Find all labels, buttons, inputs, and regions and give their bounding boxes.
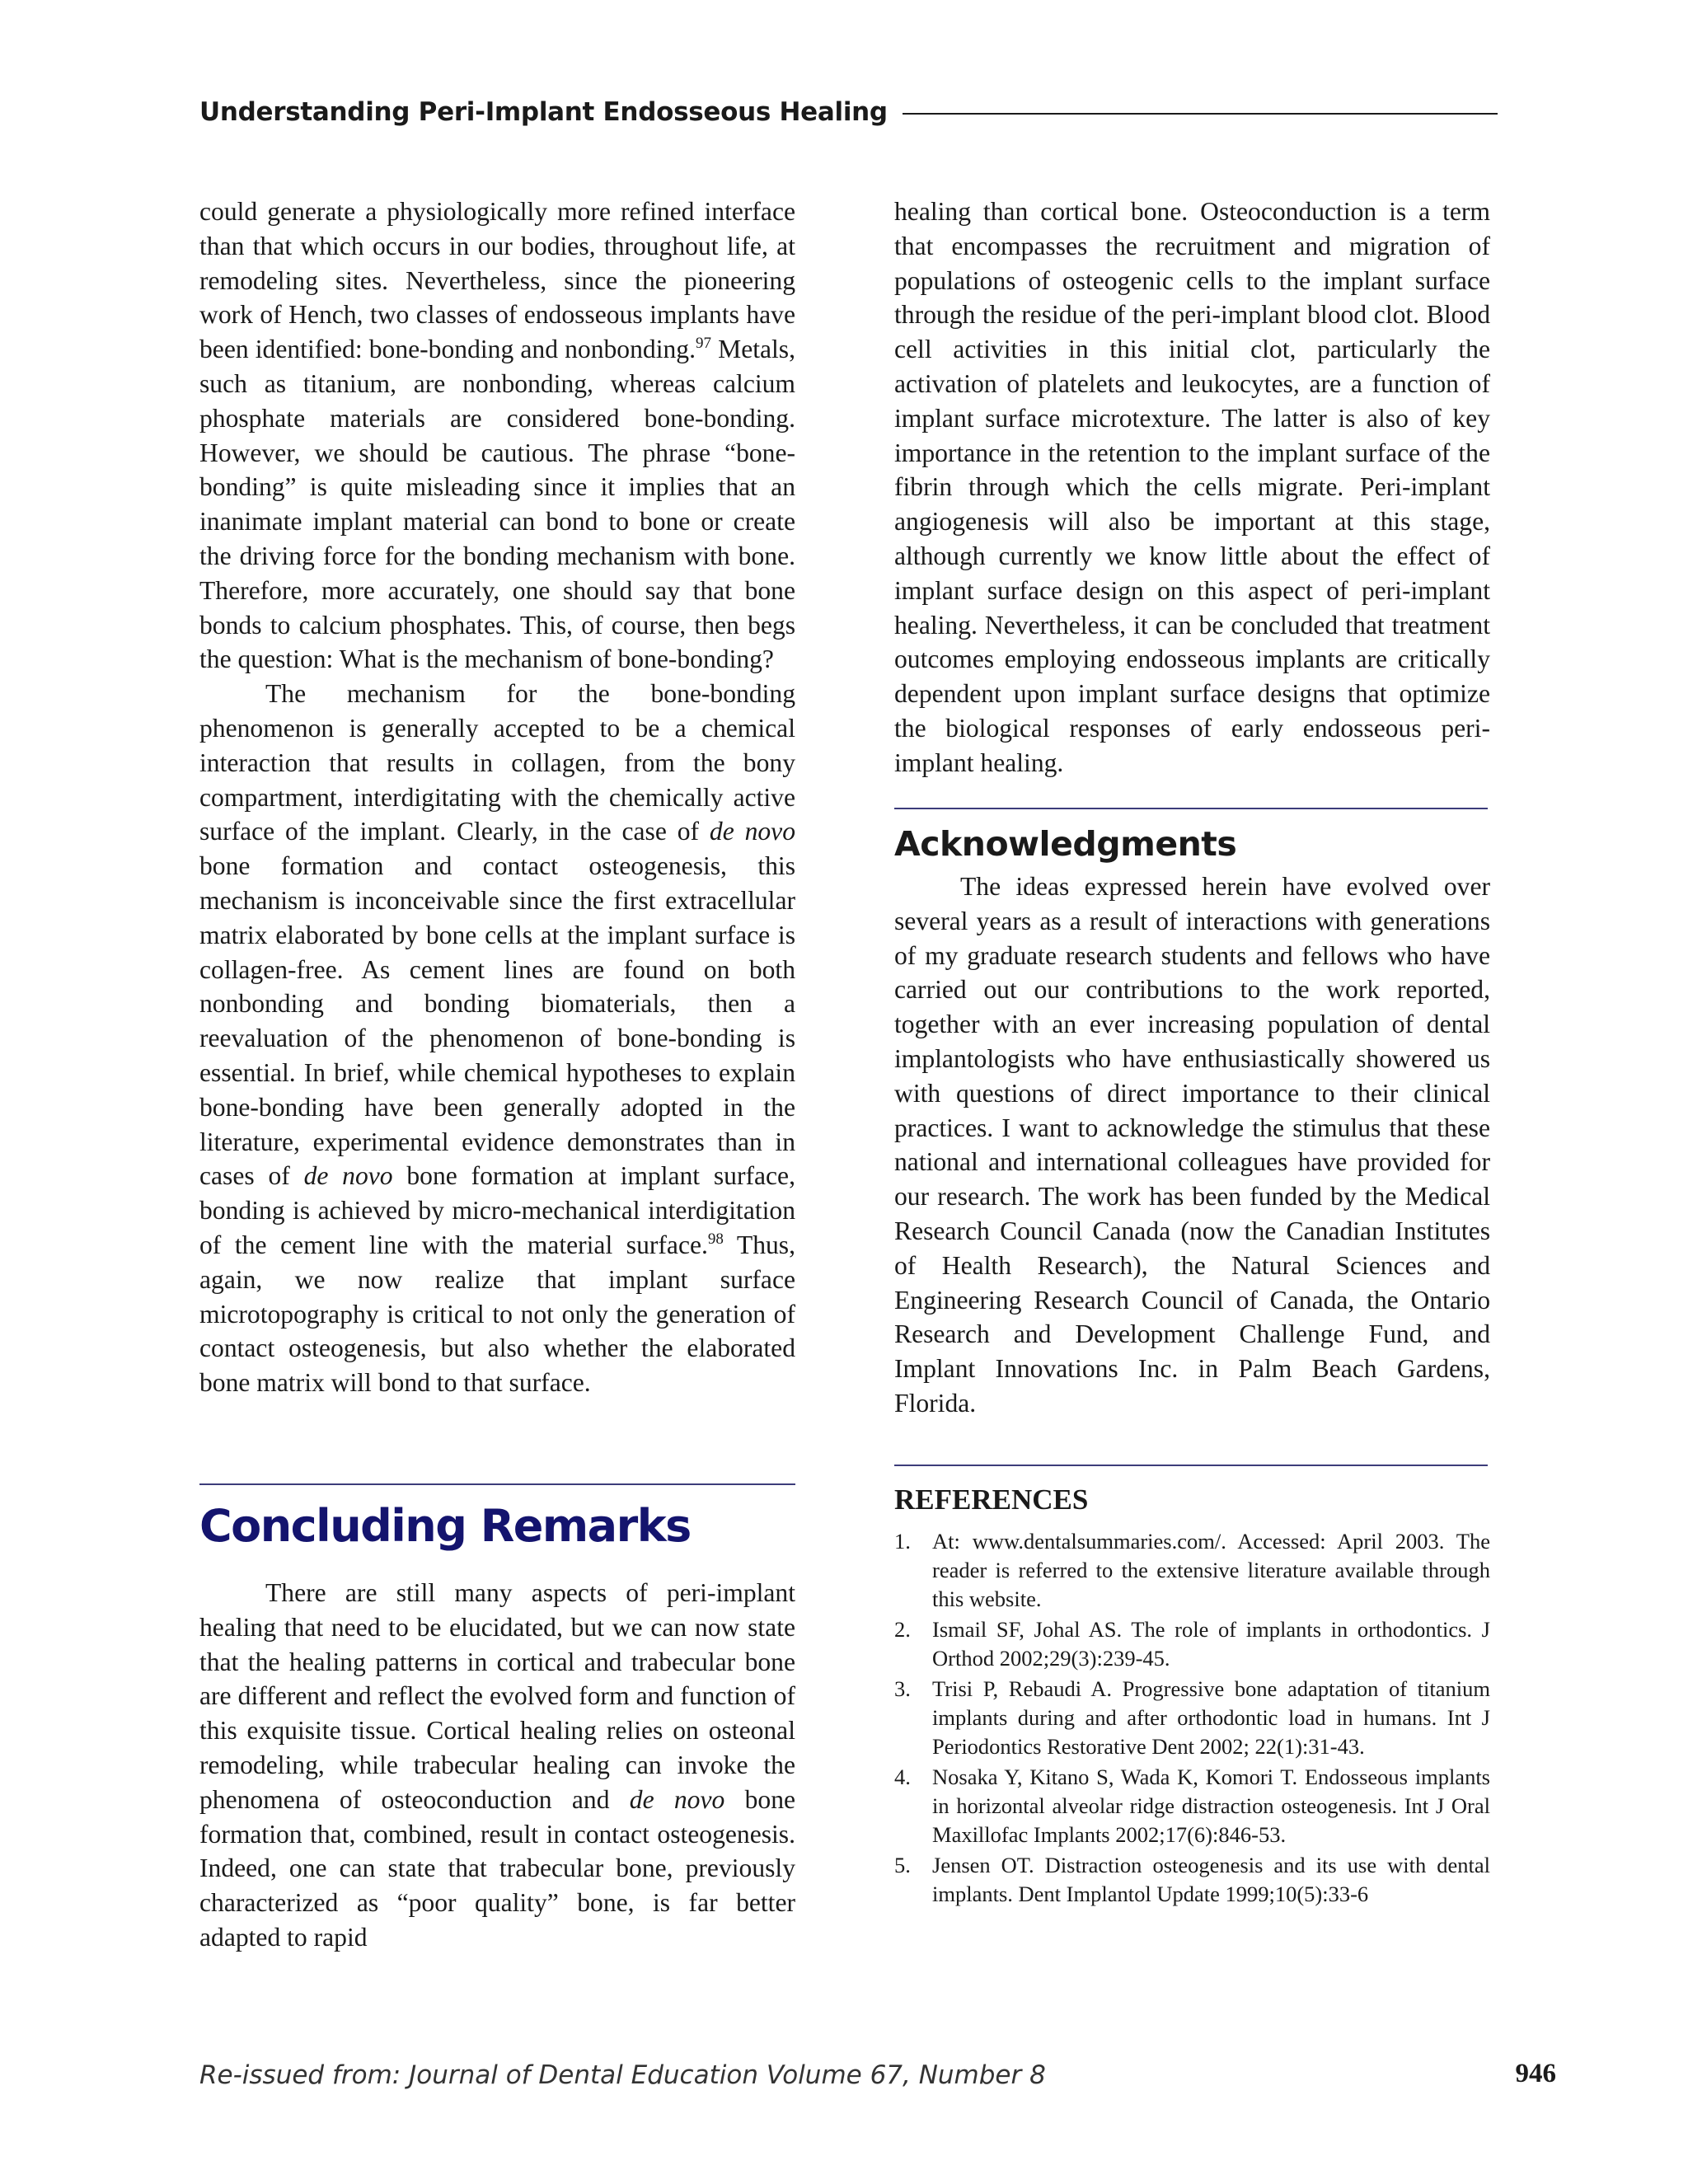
running-header: [199, 97, 1498, 127]
right-column: [894, 194, 1490, 780]
acknowledgments-divider: [894, 808, 1488, 809]
left-paragraph-1: could generate a physiologically more refined interface than that which occurs in our bodies, throughout life, at remodeling sites. Nevertheless, since the pioneering work of Hench, two classes of endosseous implants have been identified: bone-bonding and nonbonding.$^{97}$ Metals, such as titanium, are nonbonding, whereas calcium phosphate materials are considered bone-bonding. However, we should be cautious. The phrase “bone-bonding” is quite misleading since it implies that an inanimate implant material can bond to bone or create the driving force for the bonding mechanism with bone. Therefore, more accurately, one should say that bone bonds to calcium phosphates. This, of course, then begs the question: What is the mechanism of bone-bonding?: [199, 197, 795, 674]
page-number: 946: [1515, 2059, 1556, 2088]
right-paragraph-1: healing than cortical bone. Osteoconduction is a term that encompasses the recruitment and migration of populations of osteogenic cells to the implant surface through the residue of the peri-implant blood clot. Blood cell activities in this initial clot, particularly the activation of platelets and leukocytes, are a function of implant surface microtexture. The latter is also of key importance in the retention to the implant surface of the fibrin through which the cells migrate. Peri-implant angiogenesis will also be important at this stage, although currently we know little about the effect of implant surface design on this aspect of peri-implant healing. Nevertheless, it can be concluded that treatment outcomes employing endosseous implants are critically dependent upon implant surface designs that optimize the biological responses of early endosseous peri-implant healing.: [894, 197, 1490, 777]
reference-item: 1. At: www.dentalsummaries.com/. Accessed: April 2003. The reader is referred to the extensive literature available through this website.: [894, 1529, 1490, 1611]
left-column: [199, 194, 795, 1400]
left-paragraph-2: The mechanism for the bone-bonding phenomenon is generally accepted to be a chemical interaction that results in collagen, from the bony compartment, interdigitating with the chemically active surface of the implant. Clearly, in the case of de novo bone formation and contact osteogenesis, this mechanism is inconceivable since the first extracellular matrix elaborated by bone cells at the implant surface is collagen-free. As cement lines are found on both nonbonding and bonding biomaterials, then a reevaluation of the phenomenon of bone-bonding is essential. In brief, while chemical hypotheses to explain bone-bonding have been generally adopted in the literature, experimental evidence demonstrates than in cases of de novo bone formation at implant surface, bonding is achieved by micro-mechanical interdigitation of the cement line with the material surface.$^{98}$ Thus, again, we now realize that implant surface microtopography is critical to not only the generation of contact osteogenesis, but also whether the elaborated bone matrix will bond to that surface.: [199, 679, 795, 1398]
reference-item: 2. Ismail SF, Johal AS. The role of implants in orthodontics. J Orthod 2002;29(3):239-45.: [894, 1617, 1490, 1671]
references-divider: [894, 1465, 1488, 1466]
references-list: [894, 1527, 1490, 1910]
citation-97: 97: [695, 335, 711, 353]
reference-item: 4. Nosaka Y, Kitano S, Wada K, Komori T. Endosseous implants in horizontal alveolar ridge distraction osteogenesis. Int J Oral Maxillofac Implants 2002;17(6):846-53.: [894, 1765, 1490, 1847]
footer-source: Re-issued from: Journal of Dental Education Volume 67, Number 8: [199, 2060, 1046, 2090]
acknowledgments-heading: Acknowledgments: [894, 824, 1237, 864]
reference-item: 5. Jensen OT. Distraction osteogenesis and its use with dental implants. Dent Implantol Update 1999;10(5):33-6: [894, 1853, 1490, 1906]
acknowledgments-body: The ideas expressed herein have evolved over several years as a result of interactions with generations of my graduate research students and fellows who have carried out our contributions to the work reported, together with an ever increasing population of dental implantologists who have enthusiastically showered us with questions of direct importance to their clinical practices. I want to acknowledge the stimulus that these national and international colleagues have provided for our research. The work has been funded by the Medical Research Council Canada (now the Canadian Institutes of Health Research), the Natural Sciences and Engineering Research Council of Canada, the Ontario Research and Development Challenge Fund, and Implant Innovations Inc. in Palm Beach Gardens, Florida.: [894, 872, 1490, 1418]
reference-item: 3. Trisi P, Rebaudi A. Progressive bone adaptation of titanium implants during and after orthodontic load in humans. Int J Periodontics Restorative Dent 2002; 22(1):31-43.: [894, 1676, 1490, 1759]
citation-98: 98: [707, 1230, 724, 1248]
running-header-title: Understanding Peri-Implant Endosseous Healing: [199, 97, 888, 127]
concluding-divider: [199, 1483, 795, 1485]
references-heading: REFERENCES: [894, 1483, 1089, 1516]
concluding-remarks-heading: Concluding Remarks: [199, 1500, 691, 1552]
running-header-rule: [903, 113, 1498, 115]
concluding-remarks-body: There are still many aspects of peri-implant healing that need to be elucidated, but we can now state that the healing patterns in cortical and trabecular bone are different and reflect the evolved form and function of this exquisite tissue. Cortical healing relies on osteonal remodeling, while trabecular healing can invoke the phenomena of osteoconduction and de novo bone formation that, combined, result in contact osteogenesis. Indeed, one can state that trabecular bone, previously characterized as “poor quality” bone, is far better adapted to rapid: [199, 1578, 796, 1952]
